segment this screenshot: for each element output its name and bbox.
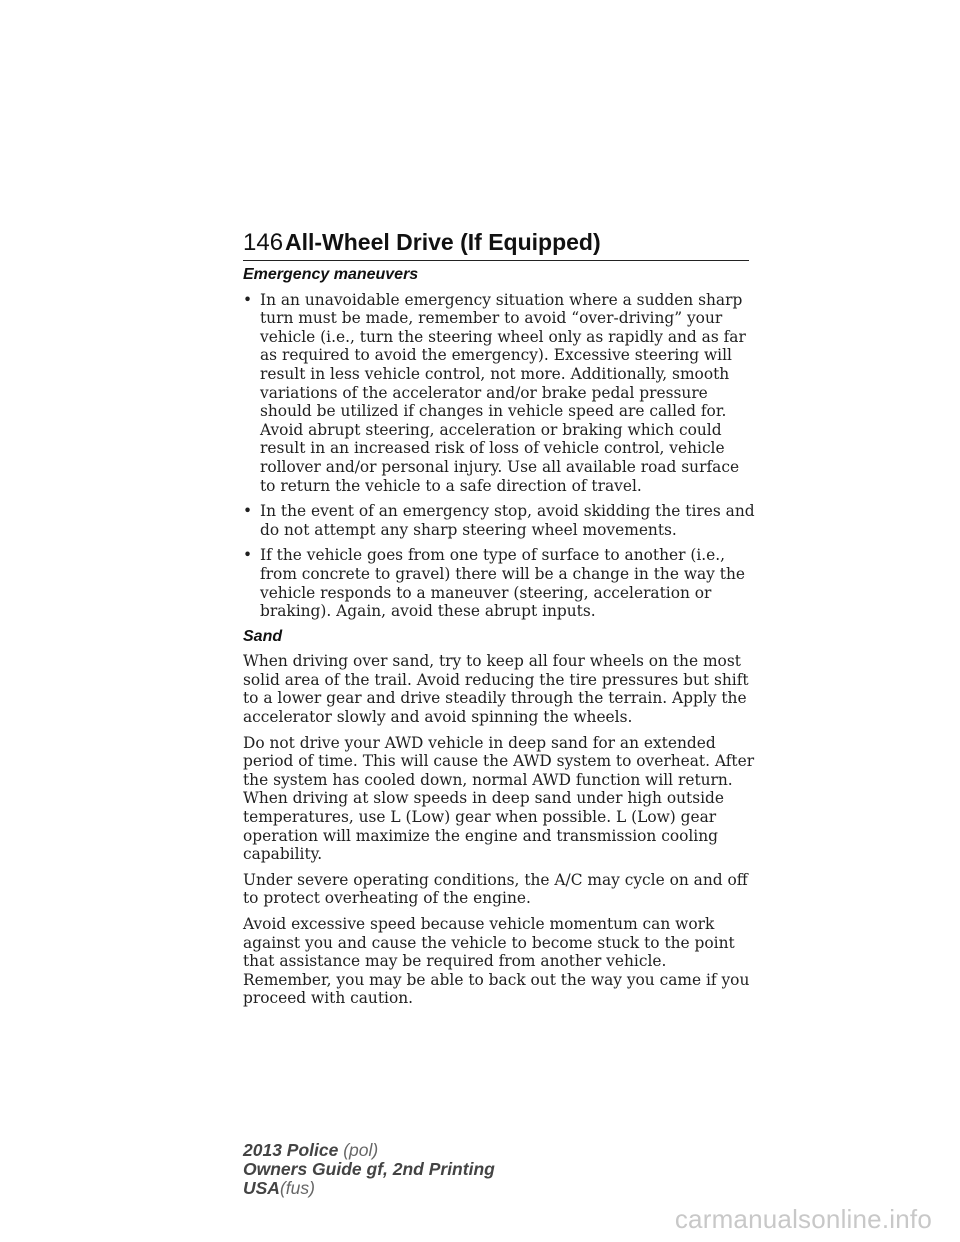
footer-line-region (243, 1179, 495, 1198)
paragraph: Avoid excessive speed because vehicle momentum can work against you and cause the vehicle to become stuck to the point that assistance may be required from another vehicle. Remember, you may be able to back out the way you came if you proceed with caution. (243, 915, 750, 1008)
page-number: 146 (243, 229, 284, 256)
paragraph: Under severe operating conditions, the A/C may cycle on and off to protect overheating of the engine. (243, 870, 748, 908)
bullet-item: • In an unavoidable emergency situation where a sudden sharp turn must be made, remember to avoid “over-driving” your vehicle (i.e., turn the steering wheel only as rapidly and as far as required to avoid the emergency). Excessive steering will result in less vehicle control, not more. Additionally, smooth variations of the accelerator and/or brake pedal pressure should be utilized if changes in vehicle speed are called for. Avoid abrupt steering, acceleration or braking which could result in an increased risk of loss of vehicle control, vehicle rollover and/or personal injury. Use all available road surface to return the vehicle to a safe direction of travel. (243, 291, 755, 496)
paragraph: Do not drive your AWD vehicle in deep sand for an extended period of time. This will cause the AWD system to overheat. After the system has cooled down, normal AWD function will return. When driving at slow speeds in deep sand under high outside temperatures, use L (Low) gear when possible. L (Low) gear operation will maximize the engine and transmission cooling capability. (243, 733, 755, 864)
footer-line-guide (243, 1160, 495, 1179)
print-footer (243, 1141, 495, 1198)
page-content (243, 266, 755, 1015)
page-title: All-Wheel Drive (If Equipped) (285, 229, 601, 255)
watermark-text: carmanualsonline.info (674, 1204, 932, 1234)
section-heading-emergency: Emergency maneuvers (243, 266, 419, 283)
footer-line-model (243, 1141, 495, 1160)
footer-region: USA (243, 1178, 280, 1198)
page-header (243, 229, 749, 261)
emergency-bullet-list (243, 291, 755, 621)
bullet-item: • In the event of an emergency stop, avoid skidding the tires and do not attempt any sharp steering wheel movements. (243, 502, 755, 539)
footer-region-code: (fus) (279, 1178, 315, 1198)
paragraph: When driving over sand, try to keep all four wheels on the most solid area of the trail. Avoid reducing the tire pressures but shift to a lower gear and drive steadily through the terrain. Apply the accelerator slowly and avoid spinning the wheels. (243, 652, 749, 727)
footer-model-code: (pol) (343, 1140, 379, 1160)
footer-model: 2013 Police (243, 1140, 339, 1160)
footer-guide: Owners Guide gf, 2nd Printing (243, 1159, 495, 1179)
section-heading-sand: Sand (243, 627, 283, 645)
bullet-item: • If the vehicle goes from one type of surface to another (i.e., from concrete to gravel) there will be a change in the way the vehicle responds to a maneuver (steering, acceleration or braking). Again, avoid these abrupt inputs. (243, 546, 755, 620)
